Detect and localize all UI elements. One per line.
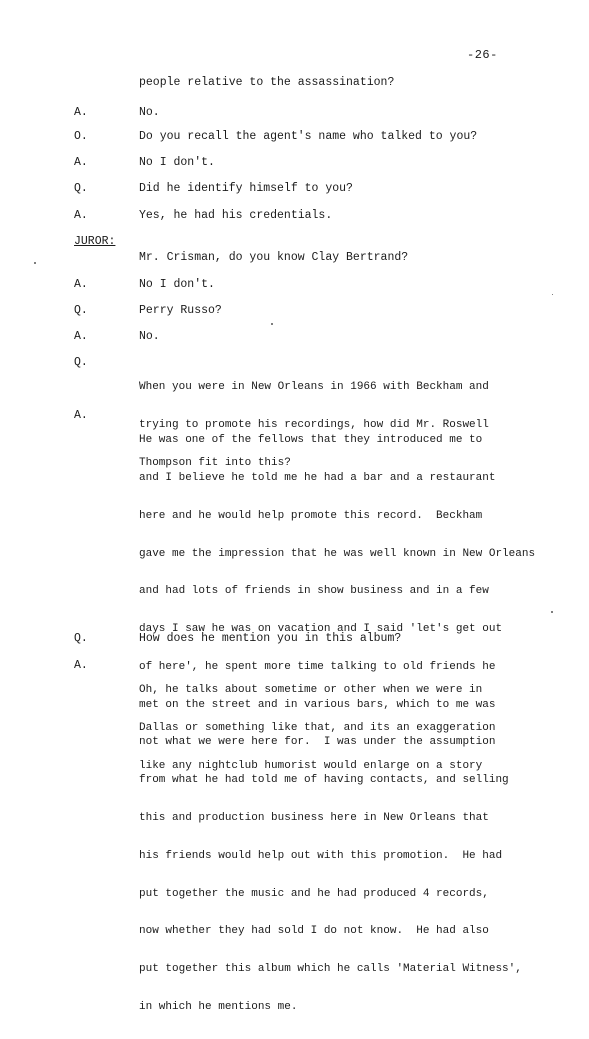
speaker-label: Q. (74, 182, 88, 195)
paragraph-line: Dallas or something like that, and its an exaggeration (139, 721, 496, 734)
transcript-line: Perry Russo? (139, 304, 222, 317)
scan-speck (552, 294, 553, 295)
juror-label: JUROR: (74, 235, 116, 248)
speaker-label: A. (74, 209, 88, 222)
speaker-label: Q. (74, 632, 88, 645)
speaker-label: A. (74, 278, 88, 291)
answer-paragraph (139, 659, 495, 798)
scan-speck (551, 611, 553, 613)
paragraph-line: this and production business here in New Orleans that (139, 812, 489, 824)
paragraph-line: like any nightclub humorist would enlarge on a story (139, 759, 483, 772)
speaker-label: Q. (74, 304, 88, 317)
paragraph-line: now whether they had sold I do not know. He had also (139, 925, 489, 938)
paragraph-line: Thompson fit into this? (139, 456, 291, 469)
paragraph-line: days I saw he was on vacation and I said 'let's get out (139, 623, 503, 636)
paragraph-line: in which he mentions me. (139, 1000, 298, 1013)
paragraph-line: He was one of the fellows that they introduced me to (139, 434, 483, 447)
paragraph-line: met on the street and in various bars, which to me was (139, 698, 496, 711)
transcript-line: How does he mention you in this album? (139, 632, 402, 645)
scan-speck (271, 323, 273, 325)
transcript-line: No. (139, 106, 160, 119)
speaker-label: A. (74, 330, 88, 343)
paragraph-line: Oh, he talks about sometime or other when we were in (139, 684, 483, 697)
transcript-line: No. (139, 330, 160, 343)
transcript-line: Yes, he had his credentials. (139, 209, 333, 222)
transcript-line: Did he identify himself to you? (139, 182, 353, 195)
paragraph-line: not what we were here for. I was under the assumption (139, 736, 496, 749)
paragraph-line: of here', he spent more time talking to old friends he (139, 660, 496, 673)
speaker-label: A. (74, 156, 88, 169)
speaker-label: O. (74, 130, 88, 143)
transcript-line: Mr. Crisman, do you know Clay Bertrand? (139, 251, 409, 264)
paragraph-line: put together this album which he calls 'Material Witness', (139, 963, 522, 976)
transcript-line: Do you recall the agent's name who talked to you? (139, 130, 478, 143)
paragraph-line: gave me the impression that he was well known in New Orleans (139, 547, 536, 560)
scan-speck (34, 262, 36, 264)
paragraph-line: put together the music and he had produced 4 records, (139, 887, 489, 900)
speaker-label: A. (74, 106, 88, 119)
transcript-line: people relative to the assassination? (139, 76, 395, 89)
transcript-line: No I don't. (139, 278, 215, 291)
paragraph-line: and had lots of friends in show business and in a few (139, 585, 489, 598)
speaker-label: A. (74, 659, 88, 672)
speaker-label: Q. (74, 356, 88, 369)
paragraph-line: his friends would help out with this promotion. He had (139, 849, 503, 862)
paragraph-line: here and he would help promote this record. Beckham (139, 509, 483, 522)
paragraph-line: from what he had told me of having contacts, and selling (139, 774, 509, 787)
page-number: -26- (467, 48, 498, 62)
paragraph-line: When you were in New Orleans in 1966 with Beckham and (139, 381, 489, 394)
paragraph-line: and I believe he told me he had a bar and a restaurant (139, 471, 496, 484)
transcript-line: No I don't. (139, 156, 215, 169)
speaker-label: A. (74, 409, 88, 422)
paragraph-line: trying to promote his recordings, how did Mr. Roswell (139, 418, 489, 431)
